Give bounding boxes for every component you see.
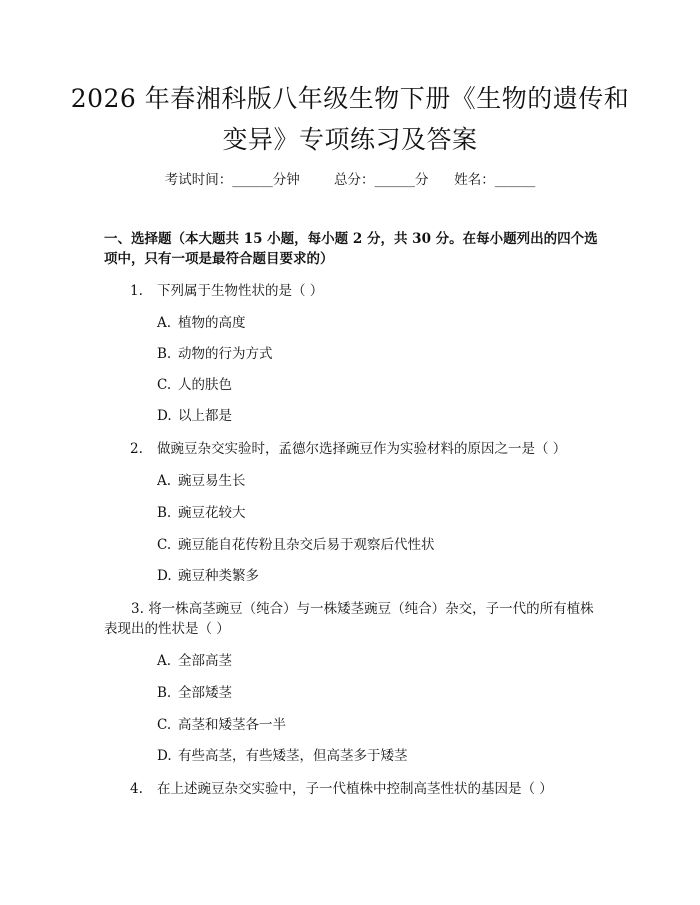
question-number: 1.	[130, 283, 143, 299]
option-text: 全部矮茎	[178, 685, 232, 701]
question-4	[130, 779, 553, 799]
question-text: 下列属于生物性状的是（ ）	[157, 283, 324, 299]
question-2	[130, 439, 566, 459]
option-text: 全部高茎	[178, 653, 232, 669]
option-letter: A.	[157, 653, 172, 669]
score-blank: ______	[374, 172, 416, 188]
option-letter: B.	[157, 685, 172, 701]
name-label: 姓名：	[454, 172, 495, 188]
question-1	[130, 281, 323, 301]
question-number: 3.	[131, 601, 144, 617]
question-text: 将一株高茎豌豆（纯合）与一株矮茎豌豆（纯合）杂交，子一代的所有植株表现出的性状是（ ）	[104, 601, 594, 637]
time-unit: 分钟	[272, 172, 300, 188]
section-header: 一、选择题（本大题共 15 小题，每小题 2 分，共 30 分。在每小题列出的四个选项中，只有一项是最符合题目要求的）	[104, 231, 598, 267]
option-1-a	[157, 313, 246, 333]
option-letter: C.	[157, 717, 172, 733]
option-letter: C.	[157, 377, 172, 393]
question-3	[104, 599, 604, 639]
question-number: 2.	[130, 441, 143, 457]
option-text: 豌豆花较大	[178, 505, 246, 521]
option-2-d	[157, 566, 259, 586]
option-2-a	[157, 471, 246, 491]
option-letter: A.	[157, 315, 172, 331]
question-text: 做豌豆杂交实验时，孟德尔选择豌豆作为实验材料的原因之一是（ ）	[157, 441, 567, 457]
exam-info-line	[0, 168, 700, 188]
option-1-d	[157, 406, 232, 426]
option-letter: B.	[157, 505, 172, 521]
option-3-b	[157, 683, 232, 703]
option-text: 豌豆种类繁多	[178, 568, 259, 584]
option-2-b	[157, 503, 246, 523]
option-letter: D.	[157, 408, 172, 424]
name-blank: ______	[494, 172, 536, 188]
option-2-c	[157, 535, 435, 555]
score-unit: 分	[415, 172, 429, 188]
option-3-c	[157, 715, 286, 735]
time-blank: ______	[232, 172, 273, 188]
question-text: 在上述豌豆杂交实验中，子一代植株中控制高茎性状的基因是（ ）	[157, 781, 553, 797]
option-text: 豌豆能自花传粉且杂交后易于观察后代性状	[178, 537, 435, 553]
option-1-c	[157, 375, 232, 395]
document-title: 2026 年春湘科版八年级生物下册《生物的遗传和变异》专项练习及答案	[70, 84, 630, 154]
option-3-a	[157, 651, 232, 671]
option-letter: B.	[157, 346, 172, 362]
option-1-b	[157, 344, 273, 364]
question-number: 4.	[130, 781, 143, 797]
option-letter: C.	[157, 537, 172, 553]
option-letter: A.	[157, 473, 172, 489]
option-3-d	[157, 746, 408, 766]
option-text: 植物的高度	[178, 315, 246, 331]
option-text: 高茎和矮茎各一半	[178, 717, 286, 733]
option-letter: D.	[157, 568, 172, 584]
time-label: 考试时间：	[164, 172, 233, 188]
option-text: 豌豆易生长	[178, 473, 246, 489]
option-text: 有些高茎，有些矮茎，但高茎多于矮茎	[178, 748, 408, 764]
option-letter: D.	[157, 748, 172, 764]
option-text: 人的肤色	[178, 377, 232, 393]
option-text: 以上都是	[178, 408, 232, 424]
option-text: 动物的行为方式	[178, 346, 273, 362]
score-label: 总分：	[334, 172, 375, 188]
